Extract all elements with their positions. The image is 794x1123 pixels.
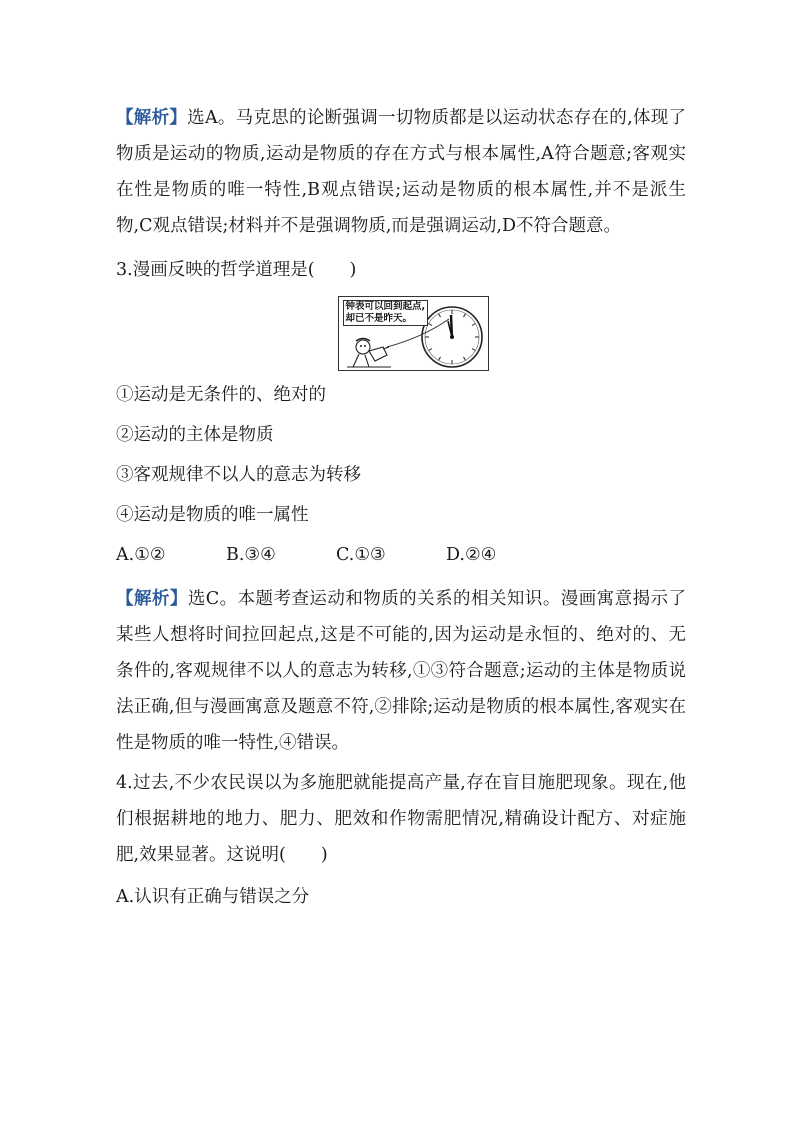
analysis-block-1	[116, 100, 686, 244]
question-4-stem: 4.过去,不少农民误以为多施肥就能提高产量,存在盲目施肥现象。现在,他们根据耕地的地力、肥力、肥效和作物需肥情况,精确设计配方、对症施肥,效果显著。这说明( )	[116, 773, 686, 865]
cartoon-caption-line-1: 钟表可以回到起点,	[345, 301, 426, 312]
cartoon-caption-line-2: 却已不是昨天。	[345, 313, 413, 324]
analysis-tag: 【解析】	[116, 589, 188, 609]
option-d: D.②④	[446, 545, 497, 565]
cartoon-figure	[116, 296, 686, 371]
analysis-tag: 【解析】	[116, 108, 188, 128]
question-3-stem: 3.漫画反映的哲学道理是( )	[116, 260, 357, 280]
question-4-option-a: A.认识有正确与错误之分	[116, 887, 310, 907]
analysis-text: 选A。马克思的论断强调一切物质都是以运动状态存在的,体现了物质是运动的物质,运动是物质的存在方式与根本属性,A符合题意;客观实在性是物质的唯一特性,B观点错误;运动是物质的根本属性,并不是派生物,C观点错误;材料并不是强调物质,而是强调运动,D不符合题意。	[116, 108, 687, 236]
statement-3: ③客观规律不以人的意志为转移	[116, 465, 361, 485]
clock-cartoon-image	[338, 296, 489, 371]
document-page	[116, 100, 686, 917]
cartoon-caption	[343, 300, 429, 326]
question-3-options	[116, 535, 686, 575]
option-b: B.③④	[226, 545, 276, 565]
analysis-block-3	[116, 581, 686, 761]
statement-2: ②运动的主体是物质	[116, 425, 274, 445]
option-a: A.①②	[116, 545, 166, 565]
statement-4: ④运动是物质的唯一属性	[116, 505, 309, 525]
statement-1: ①运动是无条件的、绝对的	[116, 385, 326, 405]
analysis-text: 选C。本题考查运动和物质的关系的相关知识。漫画寓意揭示了某些人想将时间拉回起点,这是不可能的,因为运动是永恒的、绝对的、无条件的,客观规律不以人的意志为转移,①③符合题意;运动的主体是物质说法正确,但与漫画寓意及题意不符,②排除;运动是物质的根本属性,客观实在性是物质的唯一特性,④错误。	[116, 589, 687, 753]
option-c: C.①③	[336, 545, 386, 565]
